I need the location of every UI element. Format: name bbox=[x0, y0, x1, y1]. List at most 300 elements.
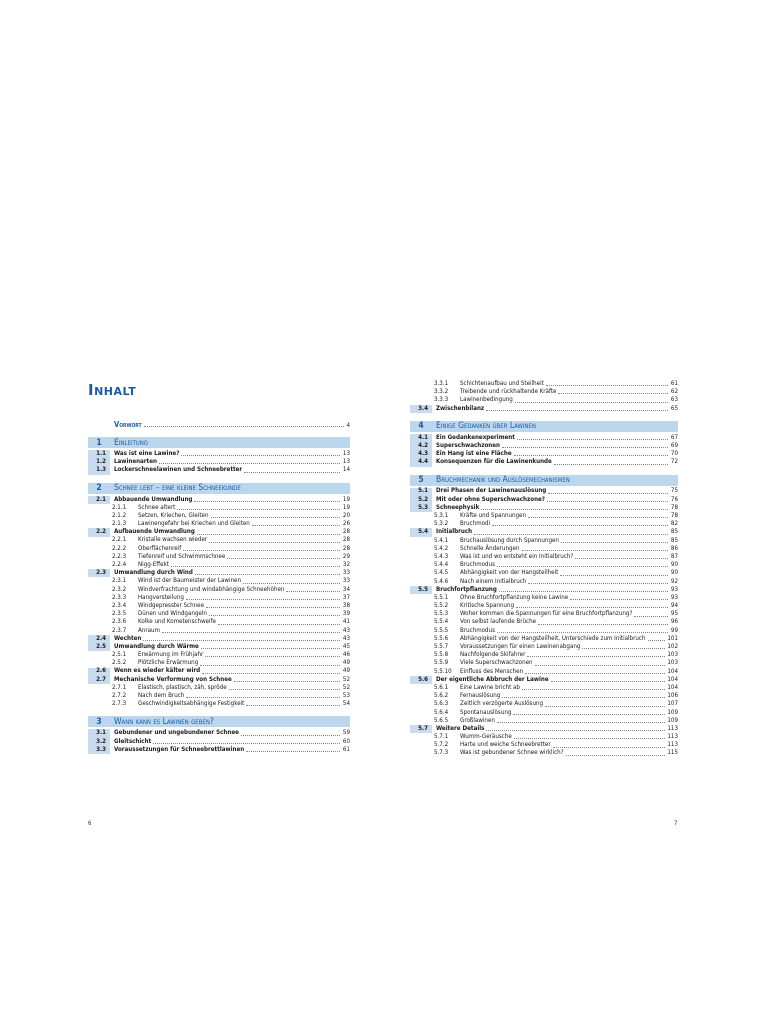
toc-entry bbox=[88, 504, 350, 512]
toc-entry bbox=[410, 405, 678, 413]
toc-entry-title: Wind ist der Baumeister der Lawinen bbox=[138, 577, 241, 585]
toc-page-number: 28 bbox=[342, 528, 350, 536]
toc-entry-title: Zwischenbilanz bbox=[436, 404, 485, 412]
toc-subentry-number: 5.6.2 bbox=[434, 692, 449, 700]
toc-subentry-number: 2.1.3 bbox=[112, 520, 127, 528]
toc-subentry-number: 5.7.1 bbox=[434, 733, 449, 741]
toc-entry bbox=[410, 602, 678, 610]
toc-entry-title: Mit oder ohne Superschwachzone? bbox=[436, 495, 546, 503]
dot-leader bbox=[535, 665, 666, 666]
toc-page-number: 32 bbox=[342, 561, 350, 569]
dot-leader bbox=[554, 464, 668, 465]
dot-leader bbox=[183, 550, 340, 551]
toc-page-number: 62 bbox=[670, 388, 678, 396]
toc-entry-number: 5.7 bbox=[418, 724, 428, 732]
toc-entry-number: 3.3 bbox=[96, 745, 106, 753]
toc-entry-title: Drei Phasen der Lawinenauslösung bbox=[436, 487, 547, 495]
dot-leader bbox=[234, 681, 340, 682]
toc-subentry-number: 5.5.8 bbox=[434, 651, 449, 659]
toc-entry-title: Abbauende Umwandlung bbox=[114, 495, 193, 503]
toc-page-number: 103 bbox=[667, 651, 678, 659]
toc-entry-number: 4.2 bbox=[418, 441, 428, 449]
chapter-title: Bruchmechanik und Auslösemechanismen bbox=[436, 475, 570, 485]
toc-page-number: 104 bbox=[667, 667, 678, 675]
toc-subentry-number: 5.7.3 bbox=[434, 749, 449, 757]
toc-entry bbox=[410, 442, 678, 450]
toc-entry bbox=[410, 594, 678, 602]
toc-subentry-number: 5.5.3 bbox=[434, 610, 449, 618]
toc-chapter bbox=[88, 483, 350, 709]
toc-entry-title: Lawinenbedingung bbox=[460, 396, 513, 404]
toc-entry bbox=[88, 586, 350, 594]
toc-entry-number: 3.4 bbox=[418, 404, 428, 412]
toc-entry-title: Oberflächenreif bbox=[138, 544, 182, 552]
toc-entry bbox=[88, 561, 350, 569]
toc-entry-title: Gleitschicht bbox=[114, 737, 152, 745]
toc-page-number: 104 bbox=[667, 675, 678, 683]
toc-entry bbox=[88, 577, 350, 585]
dot-leader bbox=[246, 705, 340, 706]
toc-page-number: 45 bbox=[342, 642, 350, 650]
toc-subentry-number: 3.3.3 bbox=[434, 396, 449, 404]
toc-subentry-number: 5.4.1 bbox=[434, 536, 449, 544]
toc-subentry-number: 2.2.2 bbox=[112, 544, 127, 552]
toc-chapter bbox=[410, 421, 678, 467]
toc-entry bbox=[410, 717, 678, 725]
toc-entry-title: Wechten bbox=[114, 634, 142, 642]
toc-entry bbox=[410, 488, 678, 496]
toc-subentry-number: 5.4.3 bbox=[434, 552, 449, 560]
toc-page-number: 87 bbox=[670, 552, 678, 560]
toc-page-number: 93 bbox=[670, 593, 678, 601]
toc-page-number: 93 bbox=[670, 585, 678, 593]
toc-entry bbox=[88, 553, 350, 561]
toc-page-number: 94 bbox=[670, 602, 678, 610]
dot-leader bbox=[218, 624, 340, 625]
toc-entry bbox=[410, 725, 678, 733]
toc-entry bbox=[410, 528, 678, 536]
toc-page-number: 92 bbox=[670, 577, 678, 585]
toc-entry bbox=[88, 700, 350, 708]
toc-subentry-number: 5.4.6 bbox=[434, 577, 449, 585]
toc-entry-title: Nach einem Initialbruch bbox=[460, 577, 527, 585]
toc-entry-title: Elastisch, plastisch, zäh, spröde bbox=[138, 683, 227, 691]
toc-entry-title: Geschwindigkeitsabhängige Festigkeit bbox=[138, 700, 245, 708]
toc-subentry-number: 3.3.1 bbox=[434, 379, 449, 387]
dot-leader bbox=[547, 501, 668, 502]
toc-page-number: 67 bbox=[670, 433, 678, 441]
dot-leader bbox=[502, 697, 665, 698]
toc-entry-number: 2.3 bbox=[96, 569, 106, 577]
toc-chapter bbox=[410, 475, 678, 758]
toc-page-number: 28 bbox=[342, 544, 350, 552]
dot-leader bbox=[243, 583, 340, 584]
dot-leader bbox=[181, 455, 340, 456]
toc-entry-title: Anraum bbox=[138, 626, 160, 634]
toc-page-number: 72 bbox=[670, 458, 678, 466]
dot-leader bbox=[143, 640, 340, 641]
dot-leader bbox=[241, 735, 340, 736]
toc-entry-title: Bruchmodus bbox=[460, 561, 496, 569]
toc-page-number: 82 bbox=[670, 520, 678, 528]
toc-entry bbox=[410, 684, 678, 692]
toc-entry-title: Woher kommen die Spannungen für eine Bruchfortpflanzung? bbox=[460, 610, 633, 618]
toc-entry-title: Bruchmodus bbox=[460, 626, 496, 634]
dot-leader bbox=[186, 599, 340, 600]
toc-page-number: 115 bbox=[667, 749, 678, 757]
toc-page-number: 85 bbox=[670, 528, 678, 536]
toc-entry bbox=[410, 496, 678, 504]
toc-entry bbox=[88, 537, 350, 545]
toc-entry bbox=[410, 651, 678, 659]
toc-entry bbox=[88, 692, 350, 700]
toc-entry bbox=[410, 388, 678, 396]
toc-page-number: 13 bbox=[342, 449, 350, 457]
toc-entry-title: Wumm-Geräusche bbox=[460, 733, 512, 741]
dot-leader bbox=[545, 706, 665, 707]
chapter-title: Schnee lebt – eine kleine Schneekunde bbox=[114, 483, 241, 494]
toc-subentry-number: 5.5.9 bbox=[434, 659, 449, 667]
toc-subentry-number: 5.5.5 bbox=[434, 626, 449, 634]
toc-entry-title: Voraussetzungen für einen Lawinenabgang bbox=[460, 643, 581, 651]
dot-leader bbox=[514, 738, 666, 739]
toc-page-number: 86 bbox=[670, 544, 678, 552]
toc-entry-number: 5.1 bbox=[418, 487, 428, 495]
toc-entry-number: 5.3 bbox=[418, 503, 428, 511]
toc-page-number: 113 bbox=[667, 733, 678, 741]
toc-page-number: 65 bbox=[670, 404, 678, 412]
toc-page-number: 41 bbox=[342, 618, 350, 626]
dot-leader bbox=[486, 730, 665, 731]
toc-entry-number: 4.1 bbox=[418, 433, 428, 441]
toc-page-number: 78 bbox=[670, 512, 678, 520]
dot-leader bbox=[558, 393, 668, 394]
dot-leader bbox=[474, 534, 668, 535]
toc-page-number: 99 bbox=[670, 626, 678, 634]
toc-subentry-number: 5.4.4 bbox=[434, 561, 449, 569]
toc-entry bbox=[410, 733, 678, 741]
toc-page-number: 29 bbox=[342, 552, 350, 560]
toc-subentry-number: 5.5.1 bbox=[434, 593, 449, 601]
toc-chapter-list bbox=[88, 437, 350, 754]
toc-page-number: 113 bbox=[667, 724, 678, 732]
toc-entry bbox=[88, 643, 350, 651]
toc-page-number: 34 bbox=[342, 585, 350, 593]
toc-entry-title: Was ist und wo entsteht ein Initialbruch? bbox=[460, 552, 574, 560]
toc-entry-title: Eine Lawine bricht ab bbox=[460, 683, 520, 691]
toc-entry-number: 5.4 bbox=[418, 528, 428, 536]
toc-entry-title: Abhängigkeit von der Hangsteilheit, Unterschiede zum Initialbruch bbox=[460, 634, 646, 642]
toc-entry bbox=[88, 746, 350, 754]
toc-entry bbox=[410, 561, 678, 569]
toc-entry-title: Windverfrachtung und windabhängige Schneehöhen bbox=[138, 585, 285, 593]
dot-leader bbox=[497, 722, 665, 723]
toc-entry-title: Großlawinen bbox=[460, 716, 495, 724]
toc-entry bbox=[410, 635, 678, 643]
toc-entry bbox=[410, 520, 678, 528]
toc-page-number: 19 bbox=[342, 495, 350, 503]
toc-subentry-number: 3.3.2 bbox=[434, 388, 449, 396]
dot-leader bbox=[497, 632, 668, 633]
toc-entry-title: Schnelle Änderungen bbox=[460, 544, 520, 552]
toc-subentry-number: 2.2.3 bbox=[112, 552, 127, 560]
toc-chapter bbox=[88, 716, 350, 754]
toc-subentry-number: 5.6.3 bbox=[434, 700, 449, 708]
toc-entry-title: Was ist eine Lawine? bbox=[114, 449, 180, 457]
toc-entry bbox=[410, 659, 678, 667]
toc-entry bbox=[88, 610, 350, 618]
dot-leader bbox=[502, 447, 668, 448]
toc-entry bbox=[410, 458, 678, 466]
toc-entry-title: Der eigentliche Abbruch der Lawine bbox=[436, 675, 549, 683]
toc-page-number: 33 bbox=[342, 569, 350, 577]
dot-leader bbox=[515, 402, 668, 403]
toc-entry bbox=[410, 668, 678, 676]
toc-page-number: 109 bbox=[667, 716, 678, 724]
toc-entry-title: Konsequenzen für die Lawinenkunde bbox=[436, 458, 552, 466]
toc-entry bbox=[88, 545, 350, 553]
dot-leader bbox=[194, 501, 340, 502]
toc-entry-title: Wenn es wieder kälter wird bbox=[114, 667, 201, 675]
toc-page-number: 106 bbox=[667, 692, 678, 700]
toc-entry bbox=[410, 750, 678, 758]
dot-leader bbox=[195, 574, 340, 575]
toc-entry-title: Nachfolgende Skifahrer bbox=[460, 651, 526, 659]
dot-leader bbox=[566, 755, 666, 756]
toc-page-number: 33 bbox=[342, 577, 350, 585]
toc-subentry-number: 5.5.6 bbox=[434, 634, 449, 642]
toc-page-number: 49 bbox=[342, 659, 350, 667]
toc-entry-title: Superschwachzonen bbox=[436, 441, 500, 449]
toc-entry bbox=[410, 643, 678, 651]
toc-page-number: 102 bbox=[667, 643, 678, 651]
toc-entry-title: Spontanauslösung bbox=[460, 708, 512, 716]
toc-entry-number: 2.2 bbox=[96, 528, 106, 536]
toc-entry bbox=[410, 610, 678, 618]
toc-page-number: 95 bbox=[670, 610, 678, 618]
toc-entry-title: Plötzliche Erwärmung bbox=[138, 659, 199, 667]
chapter-number: 3 bbox=[96, 716, 102, 727]
toc-page-number: 104 bbox=[667, 683, 678, 691]
dot-leader bbox=[525, 673, 665, 674]
toc-page-number: 90 bbox=[670, 561, 678, 569]
toc-entry-title: Kräfte und Spannungen bbox=[460, 512, 527, 520]
toc-entry bbox=[88, 738, 350, 746]
toc-entry-title: Gebundener und ungebundener Schnee bbox=[114, 729, 239, 737]
toc-entry bbox=[88, 618, 350, 626]
toc-entry-number: 3.2 bbox=[96, 737, 106, 745]
chapter-heading bbox=[410, 475, 678, 486]
dot-leader bbox=[481, 509, 668, 510]
toc-subentry-number: 5.3.2 bbox=[434, 520, 449, 528]
dot-leader bbox=[560, 575, 668, 576]
toc-page-number: 69 bbox=[670, 441, 678, 449]
dot-leader bbox=[492, 525, 668, 526]
toc-entry-title: Nach dem Bruch bbox=[138, 692, 185, 700]
toc-subentry-number: 2.2.4 bbox=[112, 561, 127, 569]
toc-entry-number: 4.3 bbox=[418, 450, 428, 458]
toc-entry-title: Treibende und rückhaltende Kräfte bbox=[460, 388, 557, 396]
toc-entry-number: 4.4 bbox=[418, 458, 428, 466]
dot-leader bbox=[159, 463, 340, 464]
toc-page-number: 76 bbox=[670, 495, 678, 503]
dot-leader bbox=[522, 689, 665, 690]
dot-leader bbox=[244, 472, 340, 473]
toc-page-right bbox=[410, 380, 678, 758]
toc-entry bbox=[88, 659, 350, 667]
dot-leader bbox=[551, 681, 666, 682]
toc-page-number: 20 bbox=[342, 511, 350, 519]
dot-leader bbox=[186, 697, 340, 698]
toc-entry bbox=[410, 627, 678, 635]
toc-entry-title: Umwandlung durch Wind bbox=[114, 569, 193, 577]
toc-entry bbox=[410, 578, 678, 586]
chapter-number: 2 bbox=[96, 483, 102, 494]
toc-entry bbox=[88, 512, 350, 520]
toc-entry-title: Hangversteilung bbox=[138, 593, 184, 601]
dot-leader bbox=[497, 566, 668, 567]
toc-entry-title: Voraussetzungen für Schneebrettlawinen bbox=[114, 745, 245, 753]
toc-page-number: 90 bbox=[670, 569, 678, 577]
toc-entry bbox=[410, 676, 678, 684]
toc-entry-title: Ein Hang ist eine Fläche bbox=[436, 450, 512, 458]
toc-entry bbox=[88, 450, 350, 458]
dot-leader bbox=[227, 558, 340, 559]
toc-page-number: 60 bbox=[342, 737, 350, 745]
chapter-title: Wann kann es Lawinen geben? bbox=[114, 716, 214, 727]
dot-leader bbox=[575, 558, 668, 559]
toc-entry bbox=[88, 684, 350, 692]
toc-subentry-number: 2.2.1 bbox=[112, 536, 127, 544]
toc-entry bbox=[410, 586, 678, 594]
chapter-heading bbox=[88, 483, 350, 494]
toc-page-number: 61 bbox=[342, 745, 350, 753]
toc-subentry-number: 2.1.1 bbox=[112, 503, 127, 511]
toc-page-number: 26 bbox=[342, 520, 350, 528]
dot-leader bbox=[144, 426, 345, 427]
dot-leader bbox=[553, 747, 666, 748]
toc-page-number: 49 bbox=[342, 667, 350, 675]
toc-entry-label: Vorwort bbox=[114, 420, 142, 429]
toc-page-number: 85 bbox=[670, 536, 678, 544]
toc-page-number: 38 bbox=[342, 601, 350, 609]
toc-page-number: 39 bbox=[342, 610, 350, 618]
toc-entry-title: Dünen und Windgangeln bbox=[138, 610, 207, 618]
toc-entry-title: Lockerschneelawinen und Schneebretter bbox=[114, 466, 243, 474]
toc-page-number: 96 bbox=[670, 618, 678, 626]
toc-page-number: 103 bbox=[667, 659, 678, 667]
toc-entry-title: Kolke und Kometenschweife bbox=[138, 618, 216, 626]
toc-subentry-number: 5.6.5 bbox=[434, 716, 449, 724]
chapter-heading bbox=[410, 421, 678, 432]
dot-leader bbox=[528, 583, 668, 584]
toc-entry bbox=[410, 545, 678, 553]
toc-entry-title: Bruchmodi bbox=[460, 520, 491, 528]
toc-subentry-number: 2.1.2 bbox=[112, 511, 127, 519]
toc-chapter bbox=[88, 437, 350, 475]
dot-leader bbox=[538, 624, 668, 625]
toc-subentry-number: 2.5.2 bbox=[112, 659, 127, 667]
toc-page-number: 13 bbox=[342, 458, 350, 466]
dot-leader bbox=[202, 673, 340, 674]
dot-leader bbox=[546, 385, 668, 386]
toc-subentry-number: 2.3.7 bbox=[112, 626, 127, 634]
toc-entry-title: Fernauslösung bbox=[460, 692, 501, 700]
toc-subentry-number: 5.7.2 bbox=[434, 741, 449, 749]
toc-entry bbox=[88, 635, 350, 643]
toc-page-number: 54 bbox=[342, 700, 350, 708]
toc-entry-title: Aufbauende Umwandlung bbox=[114, 528, 195, 536]
toc-entry-number: 2.7 bbox=[96, 675, 106, 683]
toc-entry bbox=[88, 458, 350, 466]
toc-entry bbox=[410, 741, 678, 749]
toc-entry bbox=[410, 504, 678, 512]
toc-page-number: 52 bbox=[342, 675, 350, 683]
dot-leader bbox=[209, 615, 340, 616]
toc-subentry-number: 2.3.1 bbox=[112, 577, 127, 585]
toc-entry bbox=[88, 651, 350, 659]
toc-chapter-list bbox=[410, 421, 678, 758]
toc-subentry-number: 2.7.3 bbox=[112, 700, 127, 708]
toc-page-number: 37 bbox=[342, 593, 350, 601]
toc-page-number: 109 bbox=[667, 708, 678, 716]
dot-leader bbox=[177, 509, 340, 510]
toc-subentry-number: 5.6.1 bbox=[434, 683, 449, 691]
toc-entry bbox=[88, 594, 350, 602]
toc-subentry-number: 2.3.4 bbox=[112, 601, 127, 609]
toc-entry-number: 5.2 bbox=[418, 495, 428, 503]
dot-leader bbox=[513, 714, 665, 715]
dot-leader bbox=[211, 517, 340, 518]
toc-entry-number: 1.3 bbox=[96, 466, 106, 474]
toc-entry bbox=[410, 537, 678, 545]
toc-entry-number: 2.4 bbox=[96, 634, 106, 642]
toc-entry bbox=[88, 729, 350, 737]
toc-entry-title: Viele Superschwachzonen bbox=[460, 659, 533, 667]
toc-entry-title: Kritische Spannung bbox=[460, 602, 515, 610]
toc-entry bbox=[88, 496, 350, 504]
toc-entry-title: Lawinenarten bbox=[114, 458, 157, 466]
toc-page-number: 53 bbox=[342, 692, 350, 700]
toc-subentry-number: 5.5.10 bbox=[434, 667, 452, 675]
dot-leader bbox=[209, 542, 340, 543]
dot-leader bbox=[229, 689, 340, 690]
toc-entry bbox=[88, 627, 350, 635]
toc-page-number: 19 bbox=[342, 503, 350, 511]
toc-entry bbox=[410, 396, 678, 404]
dot-leader bbox=[634, 616, 668, 617]
dot-leader bbox=[153, 743, 340, 744]
toc-entry-title: Tiefenreif und Schwimmschnee bbox=[138, 552, 226, 560]
toc-entry-title: Bruchfortpflanzung bbox=[436, 585, 497, 593]
toc-entry-title: Setzen, Kriechen, Gleiten bbox=[138, 511, 209, 519]
toc-entry-number: 2.5 bbox=[96, 642, 106, 650]
toc-entry bbox=[88, 676, 350, 684]
toc-page-number: 14 bbox=[342, 466, 350, 474]
toc-entry bbox=[88, 668, 350, 676]
toc-page-number: 28 bbox=[342, 536, 350, 544]
toc-page-number: 78 bbox=[670, 503, 678, 511]
toc-subentry-number: 2.7.1 bbox=[112, 683, 127, 691]
toc-entry bbox=[410, 692, 678, 700]
chapter-number: 5 bbox=[418, 475, 424, 485]
toc-page-number: 46 bbox=[342, 651, 350, 659]
toc-entry bbox=[88, 528, 350, 536]
toc-entry-title: Abhängigkeit von der Hangsteilheit bbox=[460, 569, 559, 577]
chapter-number: 4 bbox=[418, 421, 424, 432]
toc-subentry-number: 5.5.2 bbox=[434, 602, 449, 610]
toc-entry bbox=[410, 380, 678, 388]
